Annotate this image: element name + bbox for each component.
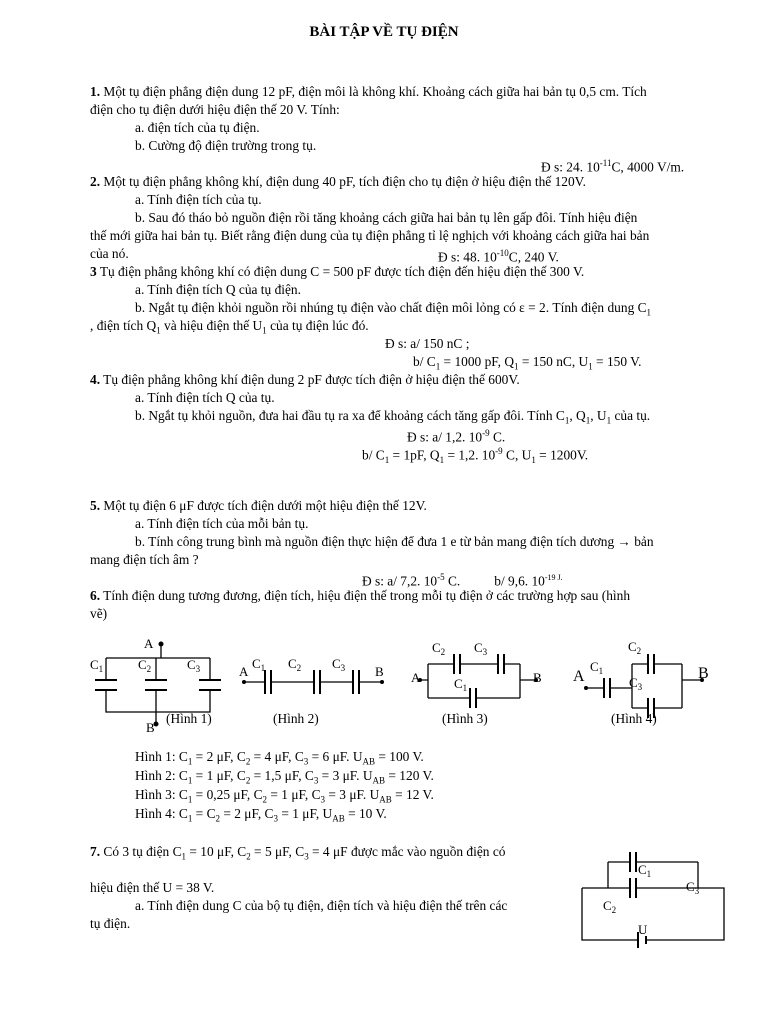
figure-2-caption: (Hình 2) [273, 711, 319, 726]
figure-4-caption: (Hình 4) [611, 711, 657, 726]
problem-3-line-1: 3 Tụ điện phẳng không khí có điện dung C = 500 pF được tích điện đến hiệu điện thế 300 V. [90, 264, 585, 279]
problem-7-a-line-2: tụ điện. [90, 916, 131, 931]
problem-7-a-line-1: a. Tính điện dung C của bộ tụ điện, điện tích và hiệu điện thế trên các [135, 898, 508, 913]
problem-7-line-1: 7. Có 3 tụ điện $C_1 = 10$ μF, $C_2 = 5$ μF, $C_3 = 4$ μF được mắc vào nguồn điện có [90, 844, 506, 862]
fig1-label-c1: $C_1$ [90, 657, 104, 674]
fig4-label-a: A [573, 668, 585, 685]
fig2-label-c1: $C_1$ [252, 656, 266, 673]
problem-2-line-1: 2. Một tụ điện phẳng không khí, điện dung 40 pF, tích điện cho tụ điện ở hiệu điện thế 120V. [90, 174, 586, 189]
figure-3-parameters: Hình 3: $C_1 = 0,25$ μF, $C_2 = 1$ μF, $C_3 = 3$ μF. $U_{AB} = 12$ V. [135, 787, 434, 805]
fig1-label-b: B [146, 720, 155, 735]
figure-3-circuit [408, 636, 548, 716]
fig4-label-c1: $C_1$ [590, 659, 604, 676]
problem-1-line-1: 1. Một tụ điện phẳng điện dung 12 pF, điện môi là không khí. Khoảng cách giữa hai bản tụ 0,5 cm. Tích [90, 84, 647, 99]
figure-3-caption: (Hình 3) [442, 711, 488, 726]
fig2-label-c2: $C_2$ [288, 656, 302, 673]
fig3-label-c3: $C_3$ [474, 640, 488, 657]
problem-2-a: a. Tính điện tích của tụ. [135, 192, 262, 207]
problem-2-b-line-2: thế mới giữa hai bản tụ. Biết rằng điện dung của tụ điện phẳng tỉ lệ nghịch với khoảng cách giữa hai bản [90, 228, 650, 243]
figure-4-circuit [570, 636, 720, 716]
problem-3-b-line-2: , điện tích $Q_1$ và hiệu điện thế $U_1$ của tụ điện lúc đó. [90, 318, 369, 336]
fig4-label-c3: $C_3$ [629, 675, 643, 692]
fig3-label-a: A [411, 670, 421, 685]
figure-2-circuit [236, 650, 396, 700]
problem-5-b-line-2: mang điện tích âm ? [90, 552, 199, 567]
fig1-label-c3: $C_3$ [187, 657, 201, 674]
problem-3-a: a. Tính điện tích Q của tụ điện. [135, 282, 301, 297]
problem-7-line-2: hiệu điện thế U = 38 V. [90, 880, 215, 895]
figure-2-parameters: Hình 2: $C_1 = 1$ μF, $C_2 = 1,5$ μF, $C_3 = 3$ μF. $U_{AB} = 120$ V. [135, 768, 434, 786]
problem-4-line-1: 4. Tụ điện phẳng không khí điện dung 2 pF được tích điện ở hiệu điện thế 600V. [90, 372, 520, 387]
problem-3-b-line-1: b. Ngắt tụ điện khỏi nguồn rồi nhúng tụ điện vào chất điện môi lỏng có ε = 2. Tính điện dung $C_1$ [135, 300, 652, 318]
fig4-label-b: B [698, 665, 709, 682]
problem-5-answer: Đ s: a/ 7,2. $10^{-5}$ C. b/ 9,6. $10^{-19 J.}$ [362, 572, 563, 589]
problem-5-b-line-1: b. Tính công trung bình mà nguồn điện thực hiện để đưa 1 e từ bản mang điện tích dương → bản [135, 534, 654, 549]
problem-4-answer-b: b/ $C_1 = 1pF$, $Q_1 = 1,2$. $10^{-9}$ C, $U_1 = 1200V$. [362, 446, 589, 466]
fig3-label-b: B [533, 670, 542, 685]
problem-4-answer-a: Đ s: a/ 1,2. $10^{-9}$ C. [407, 428, 506, 445]
fig1-label-c2: $C_2$ [138, 657, 152, 674]
fig7-label-c3: $C_3$ [686, 879, 700, 896]
problem-3-answer-b: b/ $C_1 = 1000$ pF, $Q_1 = 150$ nC, $U_1 = 150$ V. [413, 354, 642, 372]
problem-5-a: a. Tính điện tích của mỗi bản tụ. [135, 516, 309, 531]
fig3-label-c2: $C_2$ [432, 640, 446, 657]
problem-2-answer: Đ s: 48. $10^{-10}C$, 240 V. [438, 248, 559, 265]
problem-4-b: b. Ngắt tụ khỏi nguồn, đưa hai đầu tụ ra xa để khoảng cách tăng gấp đôi. Tính $C_1$, $Q_1$, $U_1$ của tụ. [135, 408, 651, 426]
fig4-label-c2: $C_2$ [628, 639, 642, 656]
figure-1-caption: (Hình 1) [166, 711, 212, 726]
problem-6-line-2: vẽ) [90, 606, 108, 621]
problem-1-b: b. Cường độ điện trường trong tụ. [135, 138, 317, 153]
problem-4-a: a. Tính điện tích Q của tụ. [135, 390, 275, 405]
figure-1-parameters: Hình 1: $C_1 = 2$ μF, $C_2 = 4$ μF, $C_3 = 6$ μF. $U_{AB} = 100$ V. [135, 749, 424, 767]
problem-5-line-1: 5. Một tụ điện 6 μF được tích điện dưới một hiệu điện thế 12V. [90, 498, 427, 513]
fig1-label-a: A [144, 636, 154, 651]
problem-6-line-1: 6. Tính điện dung tương đương, điện tích, hiệu điện thế trong mỗi tụ điện ở các trường hợp sau (hình [90, 588, 631, 603]
fig7-label-c1: $C_1$ [638, 862, 652, 879]
fig2-label-c3: $C_3$ [332, 656, 346, 673]
fig7-label-c2: $C_2$ [603, 898, 617, 915]
page-title: BÀI TẬP VỀ TỤ ĐIỆN [309, 24, 459, 40]
figure-4-parameters: Hình 4: $C_1 = C_2 = 2$ μF, $C_3 = 1$ μF, $U_{AB} = 10$ V. [135, 806, 387, 824]
problem-2-b-line-3: của nó. [90, 246, 129, 261]
fig3-label-c1: $C_1$ [454, 676, 468, 693]
fig7-label-u: U [638, 922, 648, 937]
problem-1-line-2: điện cho tụ điện dưới hiệu điện thế 20 V. Tính: [90, 102, 340, 117]
problem-3-answer-a: Đ s: a/ 150 nC ; [385, 336, 470, 351]
fig2-label-a: A [239, 664, 249, 679]
problem-2-b-line-1: b. Sau đó tháo bỏ nguồn điện rồi tăng khoảng cách giữa hai bản tụ lên gấp đôi. Tính hiệu điện [135, 210, 638, 225]
problem-1-answer: Đ s: 24. $10^{-11}C$, 4000 V/m. [541, 158, 685, 175]
problem-1-a: a. điện tích của tụ điện. [135, 120, 260, 135]
fig2-label-b: B [375, 664, 384, 679]
figure-7-circuit [578, 848, 738, 948]
